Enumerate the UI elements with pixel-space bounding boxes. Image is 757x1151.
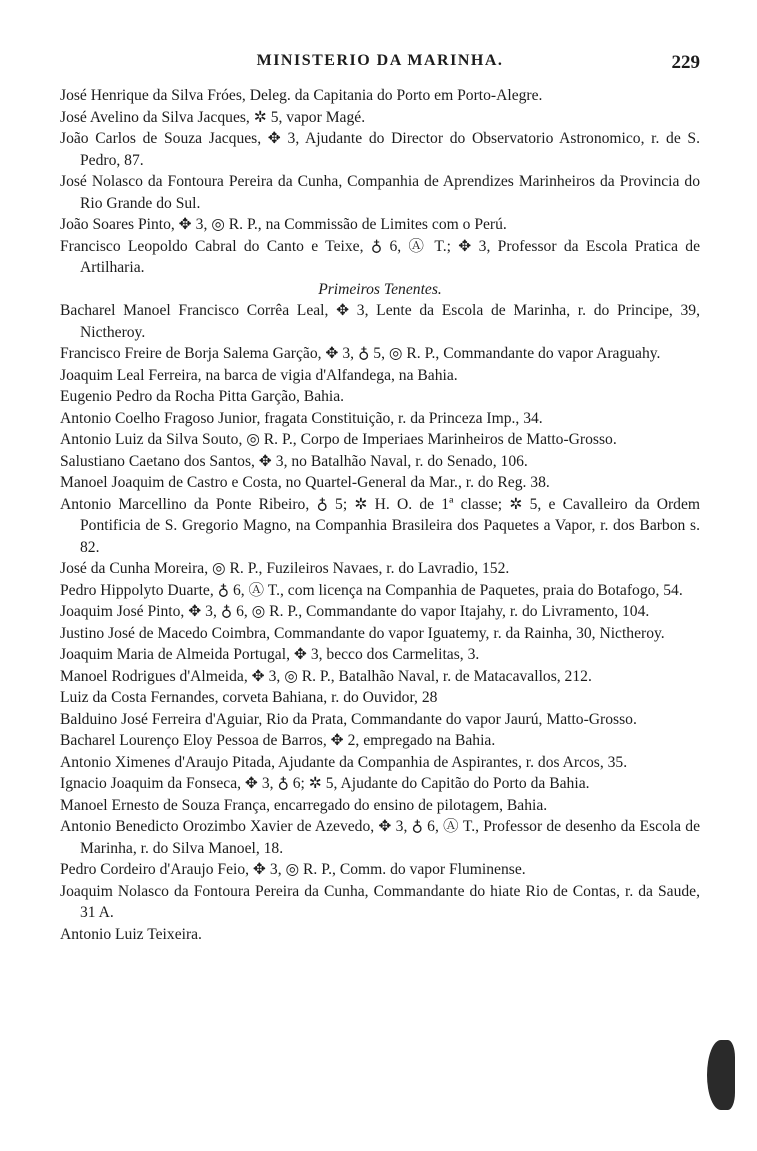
list-item: João Soares Pinto, ✥ 3, ◎ R. P., na Commissão de Limites com o Perú.: [60, 216, 507, 233]
list-item: Antonio Coelho Fragoso Junior, fragata Constituição, r. da Princeza Imp., 34.: [60, 409, 543, 427]
page-header: [60, 52, 700, 74]
list-item: Bacharel Manoel Francisco Corrêa Leal, ✥ 3, Lente da Escola de Marinha, r. do Principe, 39, Nictheroy.: [60, 302, 700, 341]
list-item: Joaquim Leal Ferreira, na barca de vigia d'Alfandega, na Bahia.: [60, 366, 458, 384]
list-item: Joaquim Maria de Almeida Portugal, ✥ 3, becco dos Carmelitas, 3.: [60, 646, 480, 663]
list-item: Antonio Luiz Teixeira.: [60, 925, 202, 943]
list-item: Luiz da Costa Fernandes, corveta Bahiana, r. do Ouvidor, 28: [60, 689, 438, 706]
list-item: José Henrique da Silva Fróes, Deleg. da Capitania do Porto em Porto-Alegre.: [60, 87, 543, 104]
list-item: Manoel Rodrigues d'Almeida, ✥ 3, ◎ R. P., Batalhão Naval, r. de Matacavallos, 212.: [60, 667, 592, 685]
list-item: João Carlos de Souza Jacques, ✥ 3, Ajudante do Director do Observatorio Astronomico, r. de S. Pedro, 87.: [60, 130, 700, 169]
section-heading: Primeiros Tenentes.: [318, 280, 442, 298]
list-item: Bacharel Lourenço Eloy Pessoa de Barros, ✥ 2, empregado na Bahia.: [60, 732, 496, 749]
list-item: José da Cunha Moreira, ◎ R. P., Fuzileiros Navaes, r. do Lavradio, 152.: [60, 560, 510, 577]
list-item: Manoel Ernesto de Souza França, encarregado do ensino de pilotagem, Bahia.: [60, 796, 548, 814]
list-item: Francisco Freire de Borja Salema Garção, ✥ 3, ♁ 5, ◎ R. P., Commandante do vapor Araguahy.: [60, 345, 661, 362]
page-body: [60, 85, 700, 945]
list-item: Antonio Marcellino da Ponte Ribeiro, ♁ 5; ✲ H. O. de 1ª classe; ✲ 5, e Cavalleiro da Ordem Pontificia de S. Gregorio Magno, na Companhia Brasileira dos Paquetes a Vapor, r. dos Barbon s. 82.: [60, 495, 700, 556]
list-item: José Avelino da Silva Jacques, ✲ 5, vapor Magé.: [60, 108, 366, 126]
list-item: Ignacio Joaquim da Fonseca, ✥ 3, ♁ 6; ✲ 5, Ajudante do Capitão do Porto da Bahia.: [60, 775, 590, 792]
list-item: José Nolasco da Fontoura Pereira da Cunha, Companhia de Aprendizes Marinheiros da Provincia do Rio Grande do Sul.: [60, 173, 700, 212]
page-title: MINISTERIO DA MARINHA.: [256, 52, 504, 69]
list-item: Balduino José Ferreira d'Aguiar, Rio da Prata, Commandante do vapor Jaurú, Matto-Grosso.: [60, 710, 637, 728]
list-item: Francisco Leopoldo Cabral do Canto e Teixe, ♁ 6, Ⓐ T.; ✥ 3, Professor da Escola Pratica de Artilharia.: [60, 237, 700, 276]
list-item: Eugenio Pedro da Rocha Pitta Garção, Bahia.: [60, 388, 345, 405]
list-item: Pedro Hippolyto Duarte, ♁ 6, Ⓐ T., com licença na Companhia de Paquetes, praia do Botafogo, 54.: [60, 581, 683, 599]
list-item: Manoel Joaquim de Castro e Costa, no Quartel-General da Mar., r. do Reg. 38.: [60, 474, 550, 491]
list-item: Antonio Ximenes d'Araujo Pitada, Ajudante da Companhia de Aspirantes, r. dos Arcos, 35.: [60, 753, 628, 771]
list-item: Antonio Luiz da Silva Souto, ◎ R. P., Corpo de Imperiaes Marinheiros de Matto-Grosso.: [60, 431, 617, 448]
list-item: Antonio Benedicto Orozimbo Xavier de Azevedo, ✥ 3, ♁ 6, Ⓐ T., Professor de desenho da Escola de Marinha, r. do Silva Manoel, 18.: [60, 818, 700, 857]
list-item: Joaquim Nolasco da Fontoura Pereira da Cunha, Commandante do hiate Rio de Contas, r. da Saude, 31 A.: [60, 882, 700, 921]
list-item: Joaquim José Pinto, ✥ 3, ♁ 6, ◎ R. P., Commandante do vapor Itajahy, r. do Livramento, 104.: [60, 603, 650, 620]
page-number: 229: [671, 52, 700, 73]
list-item: Salustiano Caetano dos Santos, ✥ 3, no Batalhão Naval, r. do Senado, 106.: [60, 452, 528, 470]
ink-stain: [707, 1040, 735, 1110]
list-item: Justino José de Macedo Coimbra, Commandante do vapor Iguatemy, r. da Rainha, 30, Nictheroy.: [60, 624, 665, 642]
list-item: Pedro Cordeiro d'Araujo Feio, ✥ 3, ◎ R. P., Comm. do vapor Fluminense.: [60, 861, 526, 878]
